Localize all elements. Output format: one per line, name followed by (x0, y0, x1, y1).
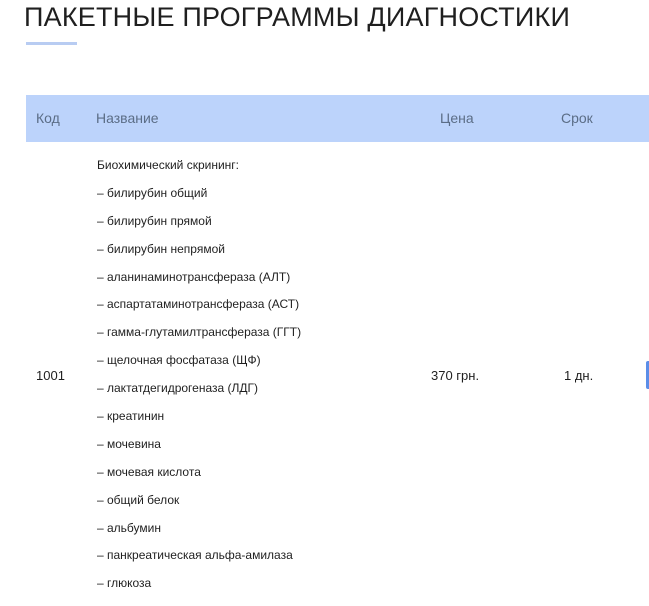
list-item: – креатинин (97, 409, 165, 424)
list-item: – билирубин общий (97, 185, 208, 200)
page-title: ПАКЕТНЫЕ ПРОГРАММЫ ДИАГНОСТИКИ (24, 2, 571, 32)
title-underline (26, 42, 77, 45)
list-item: – аланинаминотрансфераза (АЛТ) (97, 269, 291, 284)
list-item: – билирубин прямой (97, 213, 212, 228)
list-item: – общий белок (97, 492, 180, 507)
column-header-code: Код (36, 110, 60, 126)
test-list (97, 154, 301, 600)
list-item: – гамма-глутамилтрансфераза (ГГТ) (97, 325, 302, 340)
list-item: – глюкоза (97, 576, 152, 591)
table-row (26, 142, 649, 606)
row-price: 370 грн. (431, 368, 480, 383)
list-item: – панкреатическая альфа-амилаза (97, 548, 293, 563)
list-item: – альбумин (97, 520, 161, 535)
list-item: – мочевая кислота (97, 464, 201, 479)
column-header-term: Срок (561, 110, 593, 126)
table-header (26, 95, 649, 142)
row-code: 1001 (36, 368, 65, 383)
list-item: – щелочная фосфатаза (ЩФ) (97, 353, 261, 368)
list-item: Биохимический скрининг: (97, 158, 239, 172)
list-item: – аспартатаминотрансфераза (АСТ) (97, 297, 300, 312)
column-header-price: Цена (440, 110, 474, 126)
list-item: – билирубин непрямой (97, 241, 225, 256)
column-header-name: Название (96, 110, 159, 126)
list-item: – лактатдегидрогеназа (ЛДГ) (97, 381, 258, 396)
row-term: 1 дн. (564, 368, 594, 383)
list-item: – мочевина (97, 436, 161, 451)
